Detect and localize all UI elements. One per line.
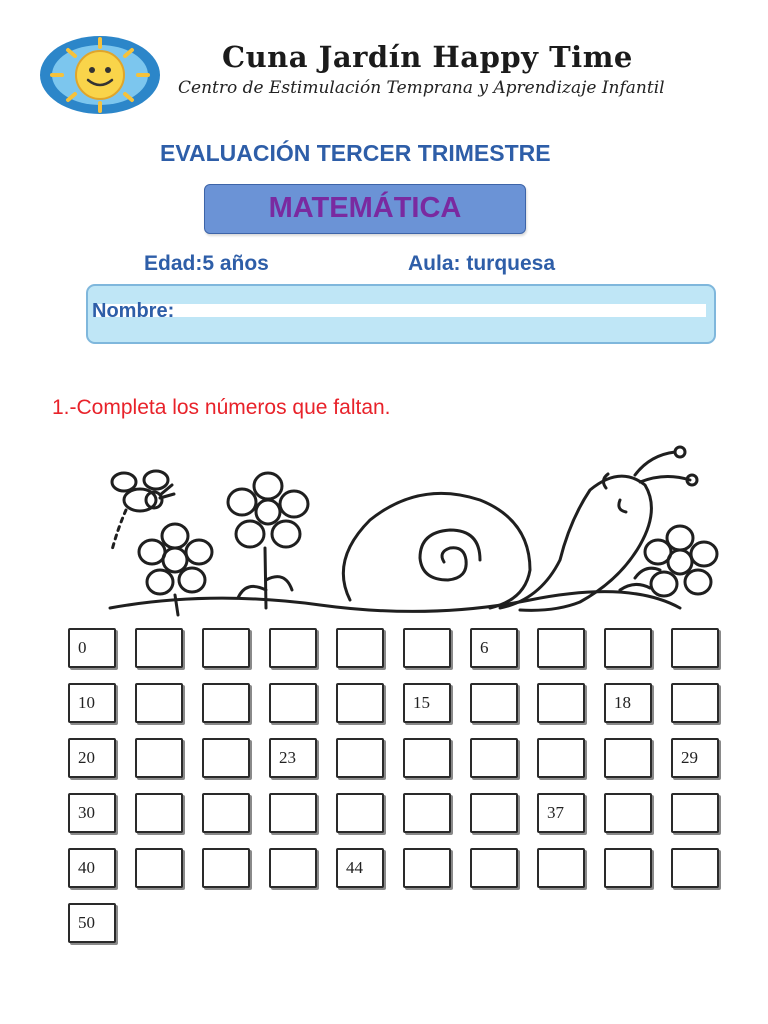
blank-number-cell[interactable]: [470, 848, 518, 888]
number-cell: 40: [68, 848, 116, 888]
name-field[interactable]: [86, 284, 716, 344]
number-cell: 15: [403, 683, 451, 723]
school-name: Cuna Jardín Happy Time: [222, 40, 633, 74]
blank-number-cell[interactable]: [269, 683, 317, 723]
name-writing-line: [96, 304, 706, 317]
exam-title: EVALUACIÓN TERCER TRIMESTRE: [160, 140, 551, 166]
number-cell: 23: [269, 738, 317, 778]
blank-number-cell[interactable]: [470, 683, 518, 723]
blank-number-cell[interactable]: [470, 738, 518, 778]
name-label: Nombre:: [92, 300, 175, 322]
school-subtitle: Centro de Estimulación Temprana y Aprendizaje Infantil: [178, 78, 665, 98]
blank-number-cell[interactable]: [202, 628, 250, 668]
subject-label: MATEMÁTICA: [268, 192, 462, 224]
blank-number-cell[interactable]: [336, 793, 384, 833]
blank-number-cell[interactable]: [202, 738, 250, 778]
blank-number-cell[interactable]: [135, 683, 183, 723]
blank-number-cell[interactable]: [537, 738, 585, 778]
blank-number-cell[interactable]: [604, 793, 652, 833]
blank-number-cell[interactable]: [135, 848, 183, 888]
blank-number-cell[interactable]: [269, 793, 317, 833]
blank-number-cell[interactable]: [537, 683, 585, 723]
blank-number-cell[interactable]: [336, 738, 384, 778]
blank-number-cell[interactable]: [336, 683, 384, 723]
classroom-label: Aula: turquesa: [408, 252, 556, 275]
age-label: Edad:5 años: [144, 252, 269, 275]
blank-number-cell[interactable]: [470, 793, 518, 833]
blank-number-cell[interactable]: [202, 793, 250, 833]
number-cell: 29: [671, 738, 719, 778]
number-cell: 50: [68, 903, 116, 943]
blank-number-cell[interactable]: [403, 628, 451, 668]
subject-banner: [204, 184, 526, 234]
number-cell: 0: [68, 628, 116, 668]
smiling-sun-logo: [38, 34, 162, 116]
blank-number-cell[interactable]: [135, 793, 183, 833]
blank-number-cell[interactable]: [604, 628, 652, 668]
number-cell: 18: [604, 683, 652, 723]
blank-number-cell[interactable]: [403, 738, 451, 778]
number-cell: 44: [336, 848, 384, 888]
blank-number-cell[interactable]: [403, 848, 451, 888]
number-cell: 10: [68, 683, 116, 723]
blank-number-cell[interactable]: [671, 628, 719, 668]
blank-number-cell[interactable]: [604, 848, 652, 888]
blank-number-cell[interactable]: [671, 793, 719, 833]
blank-number-cell[interactable]: [671, 683, 719, 723]
blank-number-cell[interactable]: [269, 848, 317, 888]
blank-number-cell[interactable]: [135, 738, 183, 778]
number-cell: 30: [68, 793, 116, 833]
blank-number-cell[interactable]: [336, 628, 384, 668]
number-cell: 20: [68, 738, 116, 778]
blank-number-cell[interactable]: [537, 848, 585, 888]
blank-number-cell[interactable]: [202, 683, 250, 723]
blank-number-cell[interactable]: [202, 848, 250, 888]
blank-number-cell[interactable]: [269, 628, 317, 668]
blank-number-cell[interactable]: [671, 848, 719, 888]
number-cell: 6: [470, 628, 518, 668]
blank-number-cell[interactable]: [403, 793, 451, 833]
flower-icon: [228, 473, 308, 608]
blank-number-cell[interactable]: [537, 628, 585, 668]
blank-number-cell[interactable]: [135, 628, 183, 668]
instruction-text: 1.-Completa los números que faltan.: [52, 396, 391, 419]
bee-icon: [112, 471, 174, 550]
number-cell: 37: [537, 793, 585, 833]
blank-number-cell[interactable]: [604, 738, 652, 778]
flower-icon: [620, 526, 717, 596]
